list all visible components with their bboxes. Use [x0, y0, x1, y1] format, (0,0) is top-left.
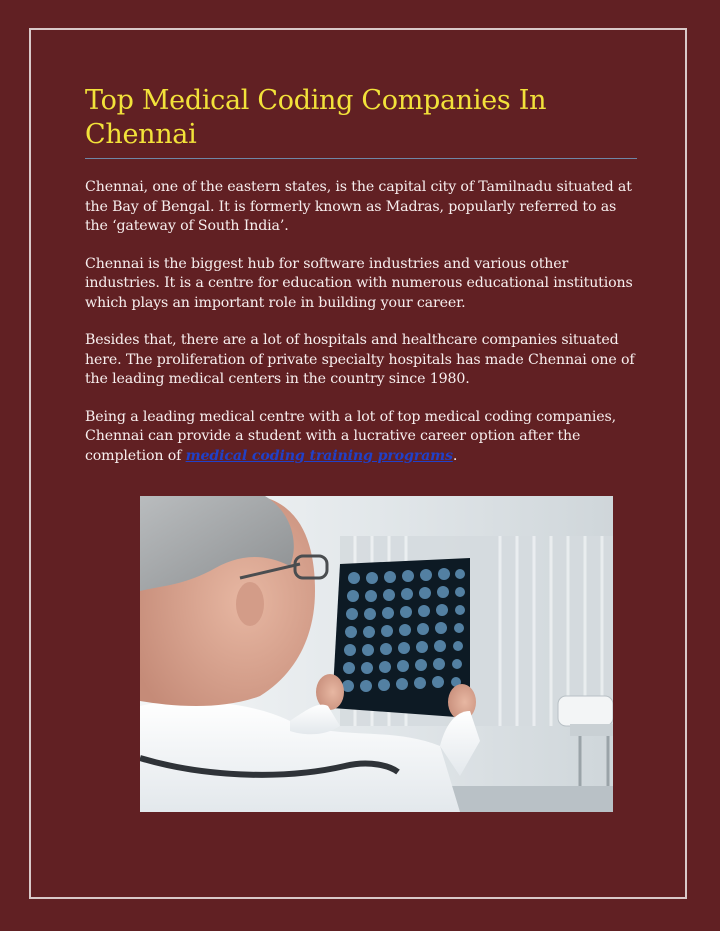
paragraph-hospitals: Besides that, there are a lot of hospitals and healthcare companies situated here. The proliferation of private specialty hospitals has made Chennai one of the leading medical centers in the country since 1980.	[85, 332, 635, 387]
paragraph-hub: Chennai is the biggest hub for software industries and various other industries. It is a centre for education with numerous educational institutions which plays an important role in building your career.	[85, 255, 633, 311]
paragraph-career	[85, 408, 637, 467]
training-programs-link[interactable]: medical coding training programs	[185, 447, 453, 464]
paragraph-intro: Chennai, one of the eastern states, is the capital city of Tamilnadu situated at the Bay of Bengal. It is formerly known as Madras, popularly referred to as the ‘gateway of South India’.	[85, 179, 632, 234]
paragraph-career-end: .	[452, 447, 458, 464]
doctor-xray-photo	[140, 496, 613, 812]
xray-film	[332, 558, 470, 718]
paragraph-career-text: Being a leading medical centre with a lot of top medical coding companies, Chennai can provide a student with a lucrative career option after the completion of	[85, 408, 617, 464]
article	[85, 84, 637, 466]
page-title: Top Medical Coding Companies In Chennai	[85, 84, 637, 159]
